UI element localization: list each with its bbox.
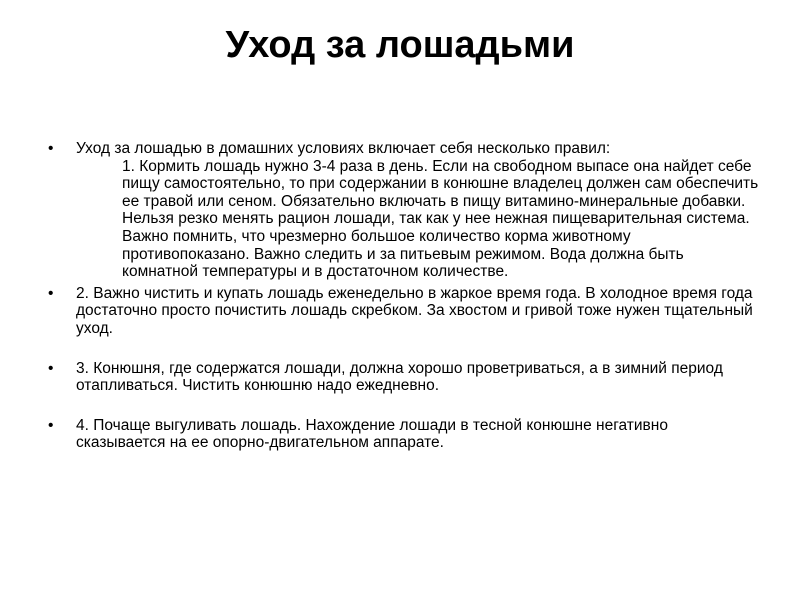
- bullet-lead: Уход за лошадью в домашних условиях включает себя несколько правил:: [76, 140, 611, 157]
- bullet-dot-icon: •: [48, 359, 54, 377]
- bullet-item-1: [48, 140, 760, 281]
- bullet-dot-icon: •: [48, 140, 54, 157]
- bullet-text: 1. Кормить лошадь нужно 3-4 раза в день. Если на свободном выпасе она найдет себе пищу самостоятельно, то при содержании в конюшне владелец должен сам обеспечить ее травой или сеном. Обязательно включать в пищу витамино-минеральные добавки. Нельзя резко менять рацион лошади, так как у нее нежная пищеварительная система. Важно помнить, что чрезмерно большое количество корма животному противопоказано. Важно следить и за питьевым режимом. Вода должна быть комнатной температуры и в достаточном количестве.: [122, 157, 759, 281]
- bullet-item-4: [48, 417, 760, 452]
- bullet-dot-icon: •: [48, 416, 54, 434]
- bullet-text: 2. Важно чистить и купать лошадь еженедельно в жаркое время года. В холодное время года достаточно просто почистить лошадь скребком. За хвостом и гривой тоже нужен тщательный уход.: [76, 284, 753, 337]
- bullet-dot-icon: •: [48, 284, 54, 302]
- bullet-text: 4. Почаще выгуливать лошадь. Нахождение лошади в тесной конюшне негативно сказывается на ее опорно-двигательном аппарате.: [76, 416, 668, 452]
- bullet-item-3: [48, 360, 760, 395]
- bullet-text: 3. Конюшня, где содержатся лошади, должна хорошо проветриваться, а в зимний период отапливаться. Чистить конюшню надо ежедневно.: [76, 359, 723, 395]
- slide-title: Уход за лошадьми: [225, 24, 575, 66]
- bullet-list: [48, 140, 760, 452]
- bullet-item-2: [48, 285, 760, 338]
